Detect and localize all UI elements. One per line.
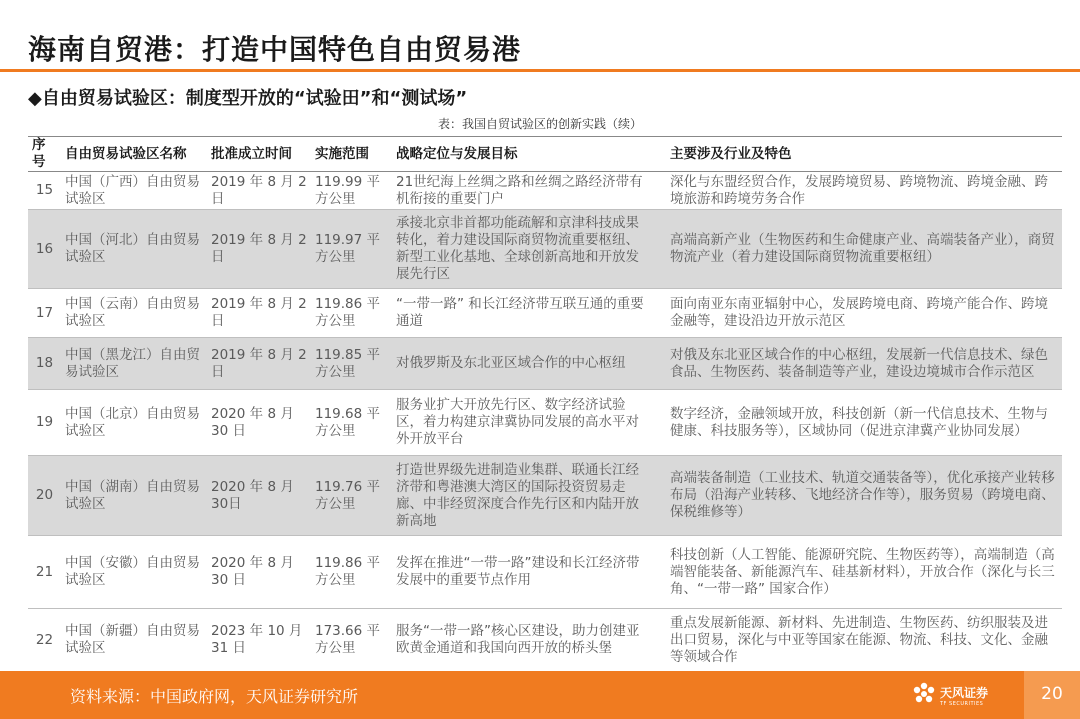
header-no: 序号 [28,137,61,172]
source-note: 资料来源：中国政府网，天风证券研究所 [70,687,359,706]
row-gap [656,289,666,338]
row-name: 中国（云南）自由贸易试验区 [61,289,207,338]
row-area: 119.86 平方公里 [311,536,392,609]
row-date: 2019 年 8 月 2 日 [207,172,311,210]
row-industries: 高端装备制造（工业技术、轨道交通装备等），优化承接产业转移布局（沿海产业转移、飞地经济合作等），服务贸易（跨境电商、保税维修等） [666,456,1062,536]
row-no: 17 [28,289,61,338]
row-date: 2020 年 8 月 30 日 [207,390,311,456]
row-area: 173.66 平方公里 [311,609,392,672]
row-position: 对俄罗斯及东北亚区域合作的中心枢纽 [392,338,656,390]
row-industries: 面向南亚东南亚辐射中心，发展跨境电商、跨境产能合作、跨境金融等，建设沿边开放示范区 [666,289,1062,338]
row-area: 119.76 平方公里 [311,456,392,536]
row-gap [656,390,666,456]
flower-logo-icon [910,679,938,709]
row-industries: 科技创新（人工智能、能源研究院、生物医药等），高端制造（高端智能装备、新能源汽车、硅基新材料），开放合作（深化与长三角、“一带一路” 国家合作） [666,536,1062,609]
row-date: 2019 年 8 月 2 日 [207,210,311,289]
logo-name: 天风证券 [940,686,989,700]
row-industries: 对俄及东北亚区域合作的中心枢纽，发展新一代信息技术、绿色食品、生物医药、装备制造等产业，建设边境城市合作示范区 [666,338,1062,390]
header-gap [656,137,666,172]
section-subtitle: ◆自由贸易试验区：制度型开放的“试验田”和“测试场” [28,88,468,109]
row-industries: 重点发展新能源、新材料、先进制造、生物医药、纺织服装及进出口贸易，深化与中亚等国家在能源、物流、科技、文化、金融等领域合作 [666,609,1062,672]
row-gap [656,210,666,289]
page-number: 20 [1041,684,1063,704]
row-name: 中国（湖南）自由贸易试验区 [61,456,207,536]
row-position: 打造世界级先进制造业集群、联通长江经济带和粤港澳大湾区的国际投资贸易走廊、中非经贸深度合作先行区和内陆开放新高地 [392,456,656,536]
footer-bar [0,671,1080,719]
row-name: 中国（安徽）自由贸易试验区 [61,536,207,609]
row-no: 21 [28,536,61,609]
header-position: 战略定位与发展目标 [392,137,656,172]
row-area: 119.99 平方公里 [311,172,392,210]
row-name: 中国（黑龙江）自由贸易试验区 [61,338,207,390]
header-name: 自由贸易试验区名称 [61,137,207,172]
row-position: 服务“一带一路”核心区建设，助力创建亚欧黄金通道和我国向西开放的桥头堡 [392,609,656,672]
row-gap [656,338,666,390]
row-industries: 高端高新产业（生物医药和生命健康产业、高端装备产业），商贸物流产业（着力建设国际商贸物流重要枢纽） [666,210,1062,289]
row-no: 18 [28,338,61,390]
company-logo [910,679,1010,713]
row-gap [656,609,666,672]
row-no: 20 [28,456,61,536]
row-date: 2023 年 10 月 31 日 [207,609,311,672]
row-position: 发挥在推进“一带一路”建设和长江经济带发展中的重要节点作用 [392,536,656,609]
row-no: 15 [28,172,61,210]
row-no: 16 [28,210,61,289]
row-date: 2020 年 8 月 30 日 [207,536,311,609]
table-row [28,172,1062,210]
row-position: “一带一路” 和长江经济带互联互通的重要通道 [392,289,656,338]
table-header-row [28,137,1062,172]
title-divider [0,69,1080,72]
row-gap [656,536,666,609]
table-row [28,210,1062,289]
row-position: 服务业扩大开放先行区、数字经济试验区，着力构建京津冀协同发展的高水平对外开放平台 [392,390,656,456]
row-date: 2019 年 8 月 2 日 [207,338,311,390]
row-area: 119.97 平方公里 [311,210,392,289]
row-name: 中国（北京）自由贸易试验区 [61,390,207,456]
table-row [28,609,1062,672]
table-row [28,456,1062,536]
row-area: 119.85 平方公里 [311,338,392,390]
header-area: 实施范围 [311,137,392,172]
row-area: 119.86 平方公里 [311,289,392,338]
row-gap [656,172,666,210]
header-date: 批准成立时间 [207,137,311,172]
logo-subtext: TF SECURITIES [940,701,984,707]
row-industries: 深化与东盟经贸合作，发展跨境贸易、跨境物流、跨境金融、跨境旅游和跨境劳务合作 [666,172,1062,210]
table-row [28,536,1062,609]
free-trade-zone-table [28,136,1062,672]
row-name: 中国（广西）自由贸易试验区 [61,172,207,210]
row-industries: 数字经济，金融领域开放，科技创新（新一代信息技术、生物与健康、科技服务等），区域协同（促进京津冀产业协同发展） [666,390,1062,456]
table-row [28,289,1062,338]
row-name: 中国（新疆）自由贸易试验区 [61,609,207,672]
table-row [28,338,1062,390]
row-date: 2019 年 8 月 2 日 [207,289,311,338]
row-position: 承接北京非首都功能疏解和京津科技成果转化，着力建设国际商贸物流重要枢纽、新型工业化基地、全球创新高地和开放发展先行区 [392,210,656,289]
page-title: 海南自贸港：打造中国特色自由贸易港 [28,33,522,66]
row-no: 19 [28,390,61,456]
row-gap [656,456,666,536]
row-position: 21世纪海上丝绸之路和丝绸之路经济带有机衔接的重要门户 [392,172,656,210]
row-area: 119.68 平方公里 [311,390,392,456]
row-date: 2020 年 8 月 30日 [207,456,311,536]
header-industries: 主要涉及行业及特色 [666,137,1062,172]
table-row [28,390,1062,456]
page-number-box [1024,671,1080,719]
row-no: 22 [28,609,61,672]
row-name: 中国（河北）自由贸易试验区 [61,210,207,289]
table-caption: 表：我国自贸试验区的创新实践（续） [437,117,642,131]
